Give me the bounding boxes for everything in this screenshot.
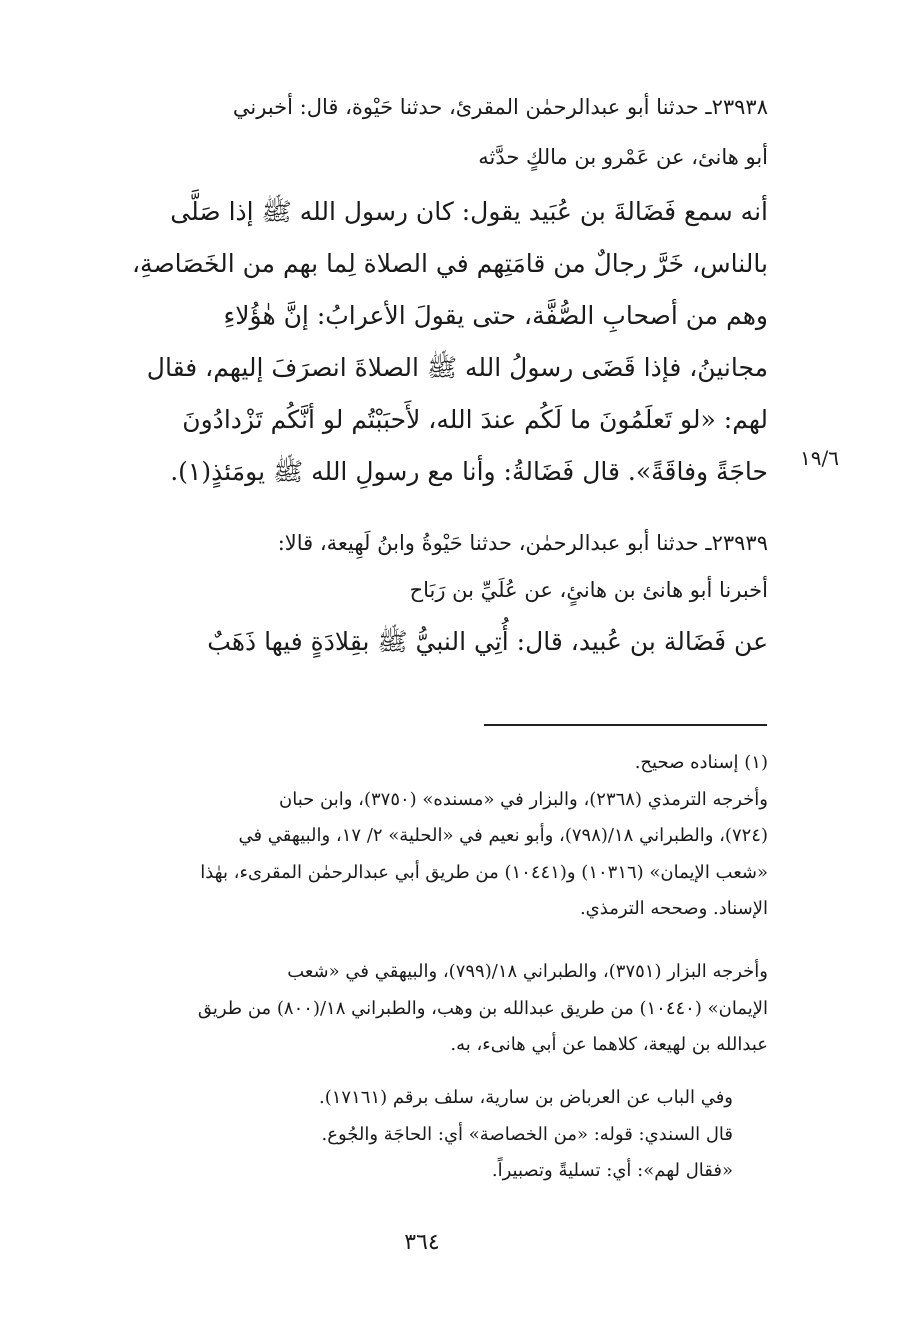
isnad-line: أخبرنا أبو هانئ بن هانئٍ، عن عُلَيِّ بن رَبَاح [409, 578, 768, 602]
matn-line: حاجَةً وفاقَةً». قال فَضَالةُ: وأنا مع رسولِ الله ﷺ يومَئذٍ(١). [170, 457, 768, 486]
matn-line: بالناس، خَرَّ رجالٌ من قامَتِهم في الصلاة لِما بهم من الخَصَاصةِ، [131, 249, 768, 278]
page-number: ٣٦٤ [404, 1230, 440, 1255]
footnote-1-continued [63, 954, 768, 1064]
matn-line: أنه سمع فَضَالةَ بن عُبَيد يقول: كان رسول الله ﷺ إذا صَلَّى [170, 197, 768, 226]
footnote-line: وأخرجه البزار (٣٧٥١)، والطبراني ١٨/(٧٩٩)، والبيهقي في «شعب [287, 961, 768, 982]
margin-reference: ١٩/٦ [800, 446, 839, 470]
matn-line: عن فَضَالة بن عُبيد، قال: أُتِي النبيُّ ﷺ بقِلادَةٍ فيها ذَهَبٌ [207, 627, 768, 656]
footnote-1-notes [173, 1080, 733, 1190]
footnote-line: قال السندي: قوله: «من الخصاصة» أي: الحاجَة والجُوع. [321, 1123, 733, 1145]
matn-line: مجانينُ، فإذا قَضَى رسولُ الله ﷺ الصلاةَ انصرَفَ إليهم، فقال [146, 353, 768, 382]
matn-line: لهم: «لو تَعلَمُونَ ما لَكُم عندَ الله، لأَحبَبْتُم لو أنَّكُم تَزْدادُونَ [182, 405, 768, 434]
footnote-separator [484, 724, 767, 726]
footnote-line: (١) إسناده صحيح. [634, 752, 768, 773]
hadith-23939-isnad [63, 520, 768, 614]
hadith-23939-matn [63, 616, 768, 668]
footnote-line: وفي الباب عن العرباض بن سارية، سلف برقم (١٧١٦١). [319, 1087, 733, 1108]
footnote-line: الإيمان» (١٠٤٤٠) من طريق عبدالله بن وهب، والطبراني ١٨/(٨٠٠) من طريق [197, 997, 768, 1019]
hadith-23938-isnad [63, 82, 768, 182]
footnote-line: الإسناد. وصححه الترمذي. [579, 898, 768, 919]
footnote-line: وأخرجه الترمذي (٢٣٦٨)، والبزار في «مسنده» (٣٧٥٠)، وابن حبان [279, 788, 768, 810]
isnad-line: ٢٣٩٣٩ـ حدثنا أبو عبدالرحمٰن، حدثنا حَيْوةُ وابنُ لَهِيعة، قالا: [277, 531, 768, 555]
isnad-line: ٢٣٩٣٨ـ حدثنا أبو عبدالرحمٰن المقرئ، حدثنا حَيْوة، قال: أخبرني [232, 95, 768, 119]
footnote-1 [63, 745, 768, 928]
matn-line: وهم من أصحابِ الصُّفَّة، حتى يقولَ الأعرابُ: إنَّ هٰؤُلاءِ [223, 301, 768, 330]
footnote-line: عبدالله بن لهيعة، كلاهما عن أبي هانىء، به. [450, 1034, 768, 1055]
isnad-line: أبو هانئ، عن عَمْرو بن مالكٍ حدَّثه [478, 145, 768, 169]
hadith-23938-matn [63, 186, 768, 498]
footnote-line: «شعب الإيمان» (١٠٣١٦) و(١٠٤٤١) من طريق أبي عبدالرحمٰن المقرىء، بهٰذا [200, 861, 768, 883]
footnote-line: (٧٢٤)، والطبراني ١٨/(٧٩٨)، وأبو نعيم في «الحلية» ٢/ ١٧، والبيهقي في [238, 825, 768, 846]
footnote-line: «فقال لهم»: أي: تسليةً وتصبيراً. [491, 1160, 733, 1181]
